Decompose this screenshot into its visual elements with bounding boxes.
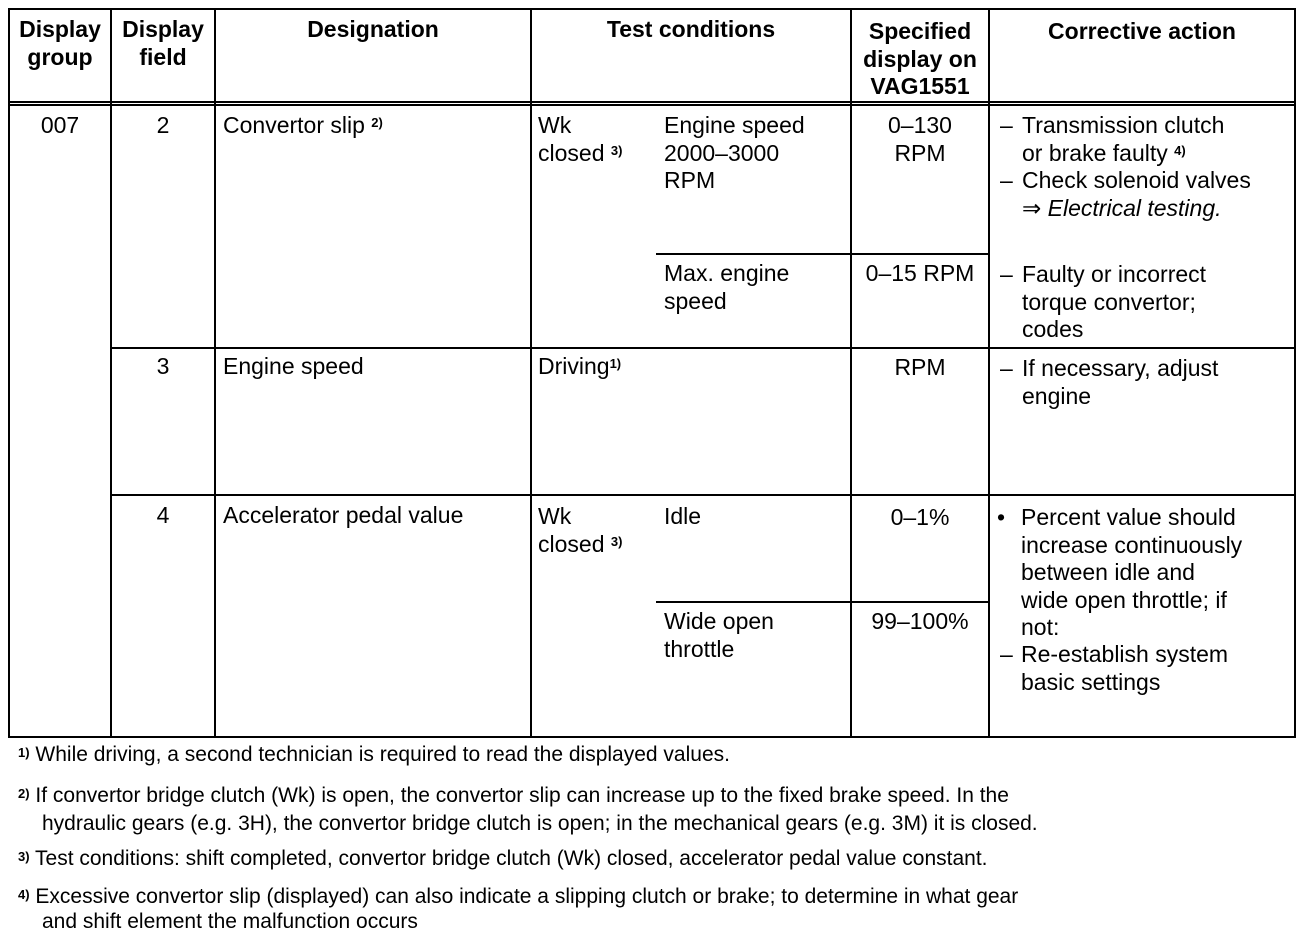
test-text: Engine speed [664,112,805,138]
action-text: codes [1022,316,1084,342]
test-text: RPM [664,167,716,193]
test-text: Idle [664,503,702,529]
spec-text: RPM [894,139,946,166]
action-item [1022,167,1251,222]
action-text: Percent value should [1021,504,1236,530]
test-text: speed [664,287,727,314]
header-text: Specified [868,18,972,44]
column-divider [214,8,216,738]
field-value: 2 [156,112,170,138]
footnote-ref: 1) [609,356,622,371]
header-text: Display [19,16,101,42]
designation-text: Accelerator pedal value [223,502,464,528]
electrical-testing-link[interactable] [1022,195,1251,223]
action-text: wide open throttle; if [1021,586,1227,613]
action-text: If necessary, adjust [1022,355,1219,381]
test-cell [664,260,789,315]
action-text: Transmission clutch [1022,112,1225,138]
spec-text: 0–15 RPM [865,260,975,286]
row-divider [110,494,1296,496]
header-text: display on [863,45,977,72]
condition-text: closed [538,139,605,166]
spec-cell [852,112,988,167]
header-divider [8,101,1296,103]
display-group-value: 007 [40,112,80,138]
action-text: not: [1021,614,1060,640]
spec-cell [852,354,988,382]
field-value: 3 [156,353,170,379]
header-display-group [10,16,110,71]
test-text: Wide open [664,608,774,634]
spec-text: 99–100% [871,608,969,634]
footnote-text: Excessive convertor slip (displayed) can also indicate a slipping clutch or brake; to determine in what gear [35,885,1019,908]
header-designation: Designation [307,16,439,42]
spec-cell [852,608,988,636]
footnote-ref: 2) [371,115,383,130]
action-text: Faulty or incorrect [1022,261,1207,287]
spec-cell [852,504,988,532]
footnote-ref: 4) [1174,142,1186,158]
footnote-text: and shift element the malfunction occurs [42,910,418,933]
action-text: torque convertor; [1022,288,1196,315]
designation-cell [223,112,383,140]
action-item [1021,641,1228,696]
header-text: field [139,43,187,70]
column-divider [530,8,532,738]
action-marker: – [1000,112,1013,138]
condition-text: Driving [538,353,610,379]
test-cell [664,503,701,531]
spec-cell [852,260,988,288]
action-item [1022,112,1224,167]
footnote-text: hydraulic gears (e.g. 3H), the convertor bridge clutch is open; in the mechanical gears (e.g. 3M) it is closed. [42,812,1038,835]
action-item [1022,261,1206,344]
table-border-bottom [8,736,1296,738]
test-text: 2000–3000 [664,139,780,166]
footnote-text: If convertor bridge clutch (Wk) is open, the convertor slip can increase up to the fixed brake speed. In the [35,784,1009,807]
action-text: between idle and [1021,559,1195,585]
footnote-mark: 4) [18,887,30,902]
column-divider [988,8,990,738]
condition-cell [538,503,622,558]
designation-text: Engine speed [223,353,364,379]
header-divider [8,104,1296,106]
footnote-ref: 3) [610,533,623,549]
action-text: or brake faulty [1022,139,1168,166]
action-item [1021,504,1242,642]
header-text: VAG1551 [870,73,970,99]
action-text: Check solenoid valves [1022,167,1251,193]
header-display-field [112,16,214,71]
designation-text: Convertor slip [223,112,365,138]
footnote [18,783,1009,809]
action-text: basic settings [1021,668,1161,695]
header-corrective-action: Corrective action [1048,18,1236,44]
field-value: 4 [156,502,170,528]
condition-text: Wk [538,503,572,529]
condition-cell [538,112,622,167]
footnote-text: Test conditions: shift completed, convertor bridge clutch (Wk) closed, accelerator pedal value constant. [35,847,988,870]
action-text: Re-establish system [1021,641,1229,667]
footnote [18,884,1018,910]
action-marker: – [1000,641,1013,667]
footnote-mark: 1) [18,745,30,760]
subrow-divider [656,253,990,255]
action-item [1022,355,1218,410]
footnote-ref: 3) [610,142,623,158]
test-cell [664,608,774,663]
condition-text: Wk [538,112,572,138]
spec-text: 0–1% [890,504,950,530]
table-border-top [8,8,1296,10]
header-text: group [27,43,93,70]
table-border-right [1294,8,1296,738]
link-text: Electrical testing. [1047,194,1222,221]
spec-text: 0–130 [888,112,952,138]
subrow-divider [656,601,990,603]
test-text: throttle [664,635,735,662]
header-text: Display [122,16,204,42]
arrow-right-icon: ⇒ [1022,194,1042,221]
test-text: Max. engine [664,260,790,286]
action-marker: – [1000,261,1013,287]
footnote [18,846,988,872]
condition-cell [538,353,621,381]
action-text: increase continuously [1021,531,1243,558]
action-marker: – [1000,355,1013,381]
spec-text: RPM [894,354,946,380]
header-test-conditions: Test conditions [606,16,776,42]
bullet-icon: • [997,504,1006,530]
footnote-mark: 2) [18,786,30,801]
action-marker: – [1000,167,1013,193]
test-cell [664,112,805,195]
condition-text: closed [538,530,605,557]
header-specified-display [852,18,988,101]
action-text: engine [1022,382,1092,409]
footnote [18,742,730,768]
footnote-text: While driving, a second technician is required to read the displayed values. [35,743,730,766]
row-divider [110,347,1296,349]
footnote-mark: 3) [18,849,30,864]
